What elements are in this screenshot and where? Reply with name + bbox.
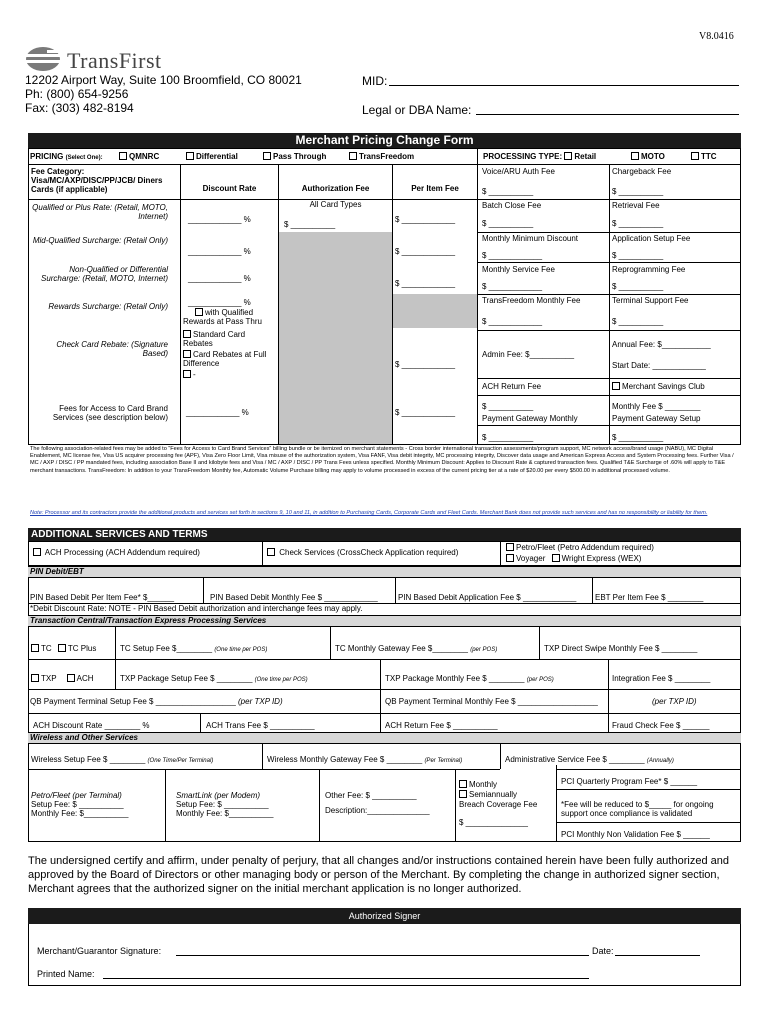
logo-text: TransFirst: [67, 48, 162, 73]
date-field[interactable]: [615, 945, 700, 956]
non-qualified-rate-field[interactable]: ____________ %: [188, 274, 251, 283]
voice-aru-label: Voice/ARU Auth Fee: [482, 167, 555, 176]
printed-name-field[interactable]: [103, 968, 589, 979]
pricing-option-pass-through[interactable]: Pass Through: [263, 152, 326, 161]
col-discount-rate: Discount Rate: [202, 184, 257, 193]
tc-option[interactable]: TC TC Plus: [31, 644, 96, 653]
qmnrc-checkbox[interactable]: [119, 152, 127, 160]
row-qualified-label: Qualified or Plus Rate: (Retail, MOTO, Internet): [32, 203, 168, 222]
retail-checkbox[interactable]: [564, 152, 572, 160]
form-title: Merchant Pricing Change Form: [28, 133, 741, 148]
mid-label: MID:: [362, 74, 388, 88]
non-qualified-item-field[interactable]: $ ____________: [395, 279, 456, 288]
mid-qualified-rate-field[interactable]: ____________ %: [188, 247, 251, 256]
pg-monthly-field[interactable]: $ __________: [482, 433, 534, 442]
petro-fleet-terminal-group: Petro/Fleet (per Terminal): [31, 791, 122, 800]
qualified-rate-field[interactable]: ____________ %: [188, 215, 251, 224]
ach-return-field[interactable]: $ __________: [482, 402, 534, 411]
check-card-item-field[interactable]: $ ____________: [395, 360, 456, 369]
petro-monthly-fee-field[interactable]: Monthly Fee: $__________: [31, 809, 129, 818]
breach-coverage-label: Breach Coverage Fee: [459, 800, 538, 809]
signature-label: Merchant/Guarantor Signature:: [37, 946, 162, 956]
processing-type: PROCESSING TYPE: Retail: [483, 152, 597, 161]
qb-monthly-field[interactable]: QB Payment Terminal Monthly Fee $ __________________: [385, 697, 598, 706]
pci-quarterly-field[interactable]: PCI Quarterly Program Fee* $ ______: [561, 777, 698, 786]
full-difference-checkbox[interactable]: [183, 350, 191, 358]
txp-checkbox[interactable]: [31, 674, 39, 682]
auth-fee-field[interactable]: $ __________: [284, 220, 336, 229]
processing-option-moto[interactable]: MOTO: [631, 152, 665, 161]
pin-application-field[interactable]: PIN Based Debit Application Fee $ ____________: [398, 593, 577, 602]
other-description-field[interactable]: Description:______________: [325, 806, 430, 815]
breach-semiannual-option[interactable]: Semiannually: [459, 790, 517, 799]
mid-qualified-item-field[interactable]: $ ____________: [395, 247, 456, 256]
pg-setup-label: Payment Gateway Setup: [612, 414, 701, 423]
signature-field[interactable]: [176, 945, 589, 956]
rewards-rate-field[interactable]: ____________ %: [188, 298, 251, 307]
terminal-support-field[interactable]: $ __________: [612, 317, 664, 326]
app-setup-field[interactable]: $ __________: [612, 251, 664, 260]
pricing-option-transfreedom[interactable]: TransFreedom: [349, 152, 414, 161]
chargeback-field[interactable]: $ __________: [612, 187, 664, 196]
retrieval-field[interactable]: $ __________: [612, 219, 664, 228]
monthly-service-label: Monthly Service Fee: [482, 265, 555, 274]
petro-fleet-checkbox[interactable]: [506, 543, 514, 551]
annual-fee-field[interactable]: Annual Fee: $___________: [612, 340, 711, 349]
access-rate-field[interactable]: ____________ %: [186, 408, 249, 417]
company-phone: Ph: (800) 654-9256: [25, 87, 129, 101]
ach-return-label: ACH Return Fee: [482, 382, 542, 391]
tc-monthly-field[interactable]: TC Monthly Gateway Fee $________ (per POS): [335, 644, 498, 653]
qualified-item-fee-field[interactable]: $ ____________: [395, 215, 456, 224]
ttc-checkbox[interactable]: [691, 152, 699, 160]
savings-club-checkbox[interactable]: [612, 382, 620, 390]
txp-package-monthly-field[interactable]: TXP Package Monthly Fee $ ________ (per POS): [385, 674, 554, 683]
check-services-checkbox[interactable]: [267, 548, 275, 556]
txp-direct-swipe-field[interactable]: TXP Direct Swipe Monthly Fee $ ________: [544, 644, 698, 653]
certification-text: The undersigned certify and affirm, under penalty of perjury, that all changes and/or instructions contained herein have been fully authorized and approved by the Board of Directors or other managing body or person of the Merchant. By completing the change in authorized signer section, Merchant agrees that the authorized signer on the initial merchant application is no longer authorized.: [28, 855, 729, 895]
batch-close-label: Batch Close Fee: [482, 201, 542, 210]
ebt-per-item-field[interactable]: EBT Per Item Fee $ ________: [595, 593, 704, 602]
wireless-setup-field[interactable]: Wireless Setup Fee $ ________ (One Time/Per Terminal): [31, 755, 214, 764]
tc-checkbox[interactable]: [31, 644, 39, 652]
check-card-option-standard[interactable]: Standard Card Rebates: [183, 330, 246, 349]
transfreedom-monthly-field[interactable]: $ ____________: [482, 317, 543, 326]
access-item-field[interactable]: $ ____________: [395, 408, 456, 417]
monthly-minimum-field[interactable]: $ ____________: [482, 251, 543, 260]
tc-plus-checkbox[interactable]: [58, 644, 66, 652]
company-address: 12202 Airport Way, Suite 100 Broomfield, CO 80021: [25, 73, 302, 87]
pg-monthly-label: Payment Gateway Monthly: [482, 414, 578, 423]
txp-ach-checkbox[interactable]: [67, 674, 75, 682]
processor-note-link[interactable]: Note: Processor and its contractors provide the additional products and services set forth in sections 9, 10 and 11, in addition to Purchasing Cards, Corporate Cards and Fleet Cards. Merchant Bank does not provide such services and has no responsibility or liability for them.: [30, 510, 708, 516]
auth-fee-shaded-3: [279, 382, 392, 444]
pricing-option-qmnrc[interactable]: QMNRC: [119, 152, 159, 161]
wireless-header: Wireless and Other Services: [28, 732, 741, 744]
version-label: V8.0416: [699, 31, 734, 42]
wex-checkbox[interactable]: [552, 554, 560, 562]
pricing-label: PRICING (Select One):: [30, 152, 103, 161]
col-per-item-fee: Per Item Fee: [411, 184, 459, 193]
pin-per-item-field[interactable]: PIN Based Debit Per Item Fee* $______: [30, 593, 175, 602]
ach-trans-fee-field[interactable]: ACH Trans Fee $ __________: [206, 721, 315, 730]
company-fax: Fax: (303) 482-8194: [25, 101, 134, 115]
printed-name-label: Printed Name:: [37, 969, 95, 979]
logo-mark-icon: [25, 46, 65, 72]
tc-services-header: Transaction Central/Transaction Express Processing Services: [28, 615, 741, 627]
rewards-pass-thru-checkbox[interactable]: [195, 308, 203, 316]
check-services-option[interactable]: Check Services (CrossCheck Application required): [267, 548, 458, 557]
col-authorization-fee: Authorization Fee: [301, 184, 370, 193]
processing-option-ttc[interactable]: TTC: [691, 152, 717, 161]
monthly-service-field[interactable]: $ ____________: [482, 282, 543, 291]
mid-field[interactable]: [389, 73, 739, 86]
ach-processing-checkbox[interactable]: [33, 548, 41, 556]
legal-name-label: Legal or DBA Name:: [362, 103, 472, 117]
row-access-fees-label: Fees for Access to Card Brand Services (see description below): [52, 404, 168, 423]
other-rebate-checkbox[interactable]: [183, 370, 191, 378]
reprogramming-field[interactable]: $ __________: [612, 282, 664, 291]
authorized-signer-title: Authorized Signer: [28, 908, 741, 924]
voyager-checkbox[interactable]: [506, 554, 514, 562]
row-non-qualified-label: Non-Qualified or Differential Surcharge: (Retail, MOTO, Internet): [40, 265, 168, 284]
other-fee-field[interactable]: Other Fee: $ __________: [325, 791, 417, 800]
voyager-option[interactable]: Voyager Wright Express (WEX): [506, 554, 641, 563]
per-txp-id-label: (per TXP ID): [652, 697, 697, 706]
smartlink-monthly-field[interactable]: Monthly Fee: $__________: [176, 809, 274, 818]
additional-services-title: ADDITIONAL SERVICES AND TERMS: [28, 528, 741, 541]
reprogramming-label: Reprogramming Fee: [612, 265, 686, 274]
rewards-pass-thru-option[interactable]: with Qualified Rewards at Pass Thru: [183, 308, 262, 327]
fee-disclosure-text: The following association-related fees may be added to “Fees for Access to Card Brand Services” billing bundle or be itemized on merchant statements - Cross border international transaction assessments/program support, MC network access/brand usage (NABU), MC Digital Enablement, MC license fee, Visa US acquirer processing fee (APF), Visa Zero Floor Limit, Visa misuse of the authorization system, Visa FANF, Visa debit integrity, MC processing integrity, Discover data usage and American Express Access and System Processing fees. Further Visa / MC / AXP / DISC / PP mandated fees, including association Base II and kilobyte fees and Visa / MC / AXP / DISC / PP Trans Fees unless specified. Monthly Minimum Discount: Applies to Discount Rate & captured transaction fees. Qualified T&E Surcharge of .60% will apply to T&E merchant transactions. TransFreedom: In addition to your TransFreedom Monthly fee, Automatic Volume Purchase billing may apply to volume processed in excess of the current pricing tier at a rate of $20.00 per every $500.00 in additional processed volume.: [30, 446, 734, 474]
terminal-support-label: Terminal Support Fee: [612, 296, 689, 305]
check-card-option-other[interactable]: -: [183, 370, 277, 379]
debit-discount-note: *Debit Discount Rate: NOTE - PIN Based Debit authorization and interchange fees may apply.: [30, 604, 363, 613]
transfreedom-checkbox[interactable]: [349, 152, 357, 160]
fee-category-label: Fee Category: Visa/MC/AXP/DISC/PP/JCB/ Diners Cards (if applicable): [31, 167, 163, 195]
ach-processing-option[interactable]: ACH Processing (ACH Addendum required): [33, 548, 200, 557]
legal-name-field[interactable]: [476, 102, 739, 115]
start-date-field[interactable]: Start Date: ____________: [612, 361, 706, 370]
breach-coverage-field[interactable]: $ ______________: [459, 818, 528, 827]
pg-setup-field[interactable]: $ __________: [612, 433, 664, 442]
ach-discount-rate-field[interactable]: ACH Discount Rate ________ %: [33, 721, 150, 730]
voice-aru-field[interactable]: $ __________: [482, 187, 534, 196]
monthly-minimum-label: Monthly Minimum Discount: [482, 234, 579, 243]
differential-checkbox[interactable]: [186, 152, 194, 160]
ach-return-fee-field[interactable]: ACH Return Fee $ __________: [385, 721, 498, 730]
auth-fee-shaded: [279, 232, 392, 328]
wireless-gateway-field[interactable]: Wireless Monthly Gateway Fee $ ________ (Per Terminal): [267, 755, 463, 764]
moto-checkbox[interactable]: [631, 152, 639, 160]
pci-non-validation-field[interactable]: PCI Monthly Non Validation Fee $ ______: [561, 830, 710, 839]
standard-rebates-checkbox[interactable]: [183, 330, 191, 338]
check-card-option-full[interactable]: Card Rebates at Full Difference: [183, 350, 267, 369]
breach-monthly-checkbox[interactable]: [459, 780, 467, 788]
transfirst-logo: [25, 46, 205, 72]
pin-monthly-field[interactable]: PIN Based Debit Monthly Fee $ ____________: [210, 593, 378, 602]
breach-monthly-option[interactable]: Monthly: [459, 780, 497, 789]
app-setup-label: Application Setup Fee: [612, 234, 691, 243]
retrieval-label: Retrieval Fee: [612, 201, 660, 210]
fraud-check-fee-field[interactable]: Fraud Check Fee $ ______: [612, 721, 710, 730]
admin-fee-field[interactable]: Admin Fee: $__________: [482, 350, 575, 359]
chargeback-label: Chargeback Fee: [612, 167, 672, 176]
smartlink-group: SmartLink (per Modem): [176, 791, 261, 800]
merchant-savings-option[interactable]: Merchant Savings Club: [612, 382, 705, 391]
auth-fee-shaded-2: [279, 328, 392, 382]
transfreedom-monthly-label: TransFreedom Monthly Fee: [482, 296, 581, 305]
integration-fee-field[interactable]: Integration Fee $ ________: [612, 674, 711, 683]
row-check-card-label: Check Card Rebate: (Signature Based): [56, 340, 168, 359]
smartlink-setup-field[interactable]: Setup Fee: $ __________: [176, 800, 269, 809]
admin-service-fee-field[interactable]: Administrative Service Fee $ ________ (Annually): [505, 755, 674, 764]
petro-fleet-option[interactable]: Petro/Fleet (Petro Addendum required): [506, 543, 654, 552]
petro-setup-fee-field[interactable]: Setup Fee: $ __________: [31, 800, 124, 809]
all-card-types-label: All Card Types: [309, 200, 362, 209]
tc-setup-field[interactable]: TC Setup Fee $________ (One time per POS): [120, 644, 268, 653]
batch-close-field[interactable]: $ __________: [482, 219, 534, 228]
monthly-fee-field[interactable]: Monthly Fee $ ________: [612, 402, 701, 411]
row-mid-qualified-label: Mid-Qualified Surcharge: (Retail Only): [32, 236, 168, 245]
date-label: Date:: [592, 946, 614, 956]
pin-debit-header: PIN Debit/EBT: [28, 566, 741, 578]
item-fee-shaded: [393, 294, 477, 328]
breach-semiannual-checkbox[interactable]: [459, 790, 467, 798]
txp-package-setup-field[interactable]: TXP Package Setup Fee $ ________ (One time per POS): [120, 674, 308, 683]
row-rewards-label: Rewards Surcharge: (Retail Only): [48, 302, 168, 311]
qb-setup-field[interactable]: QB Payment Terminal Setup Fee $ __________________ (per TXP ID): [30, 697, 283, 706]
pass-through-checkbox[interactable]: [263, 152, 271, 160]
pricing-option-differential[interactable]: Differential: [186, 152, 238, 161]
txp-option[interactable]: TXP ACH: [31, 674, 94, 683]
pci-reduction-note: *Fee will be reduced to $_____ for ongoing support once compliance is validated: [561, 800, 714, 819]
